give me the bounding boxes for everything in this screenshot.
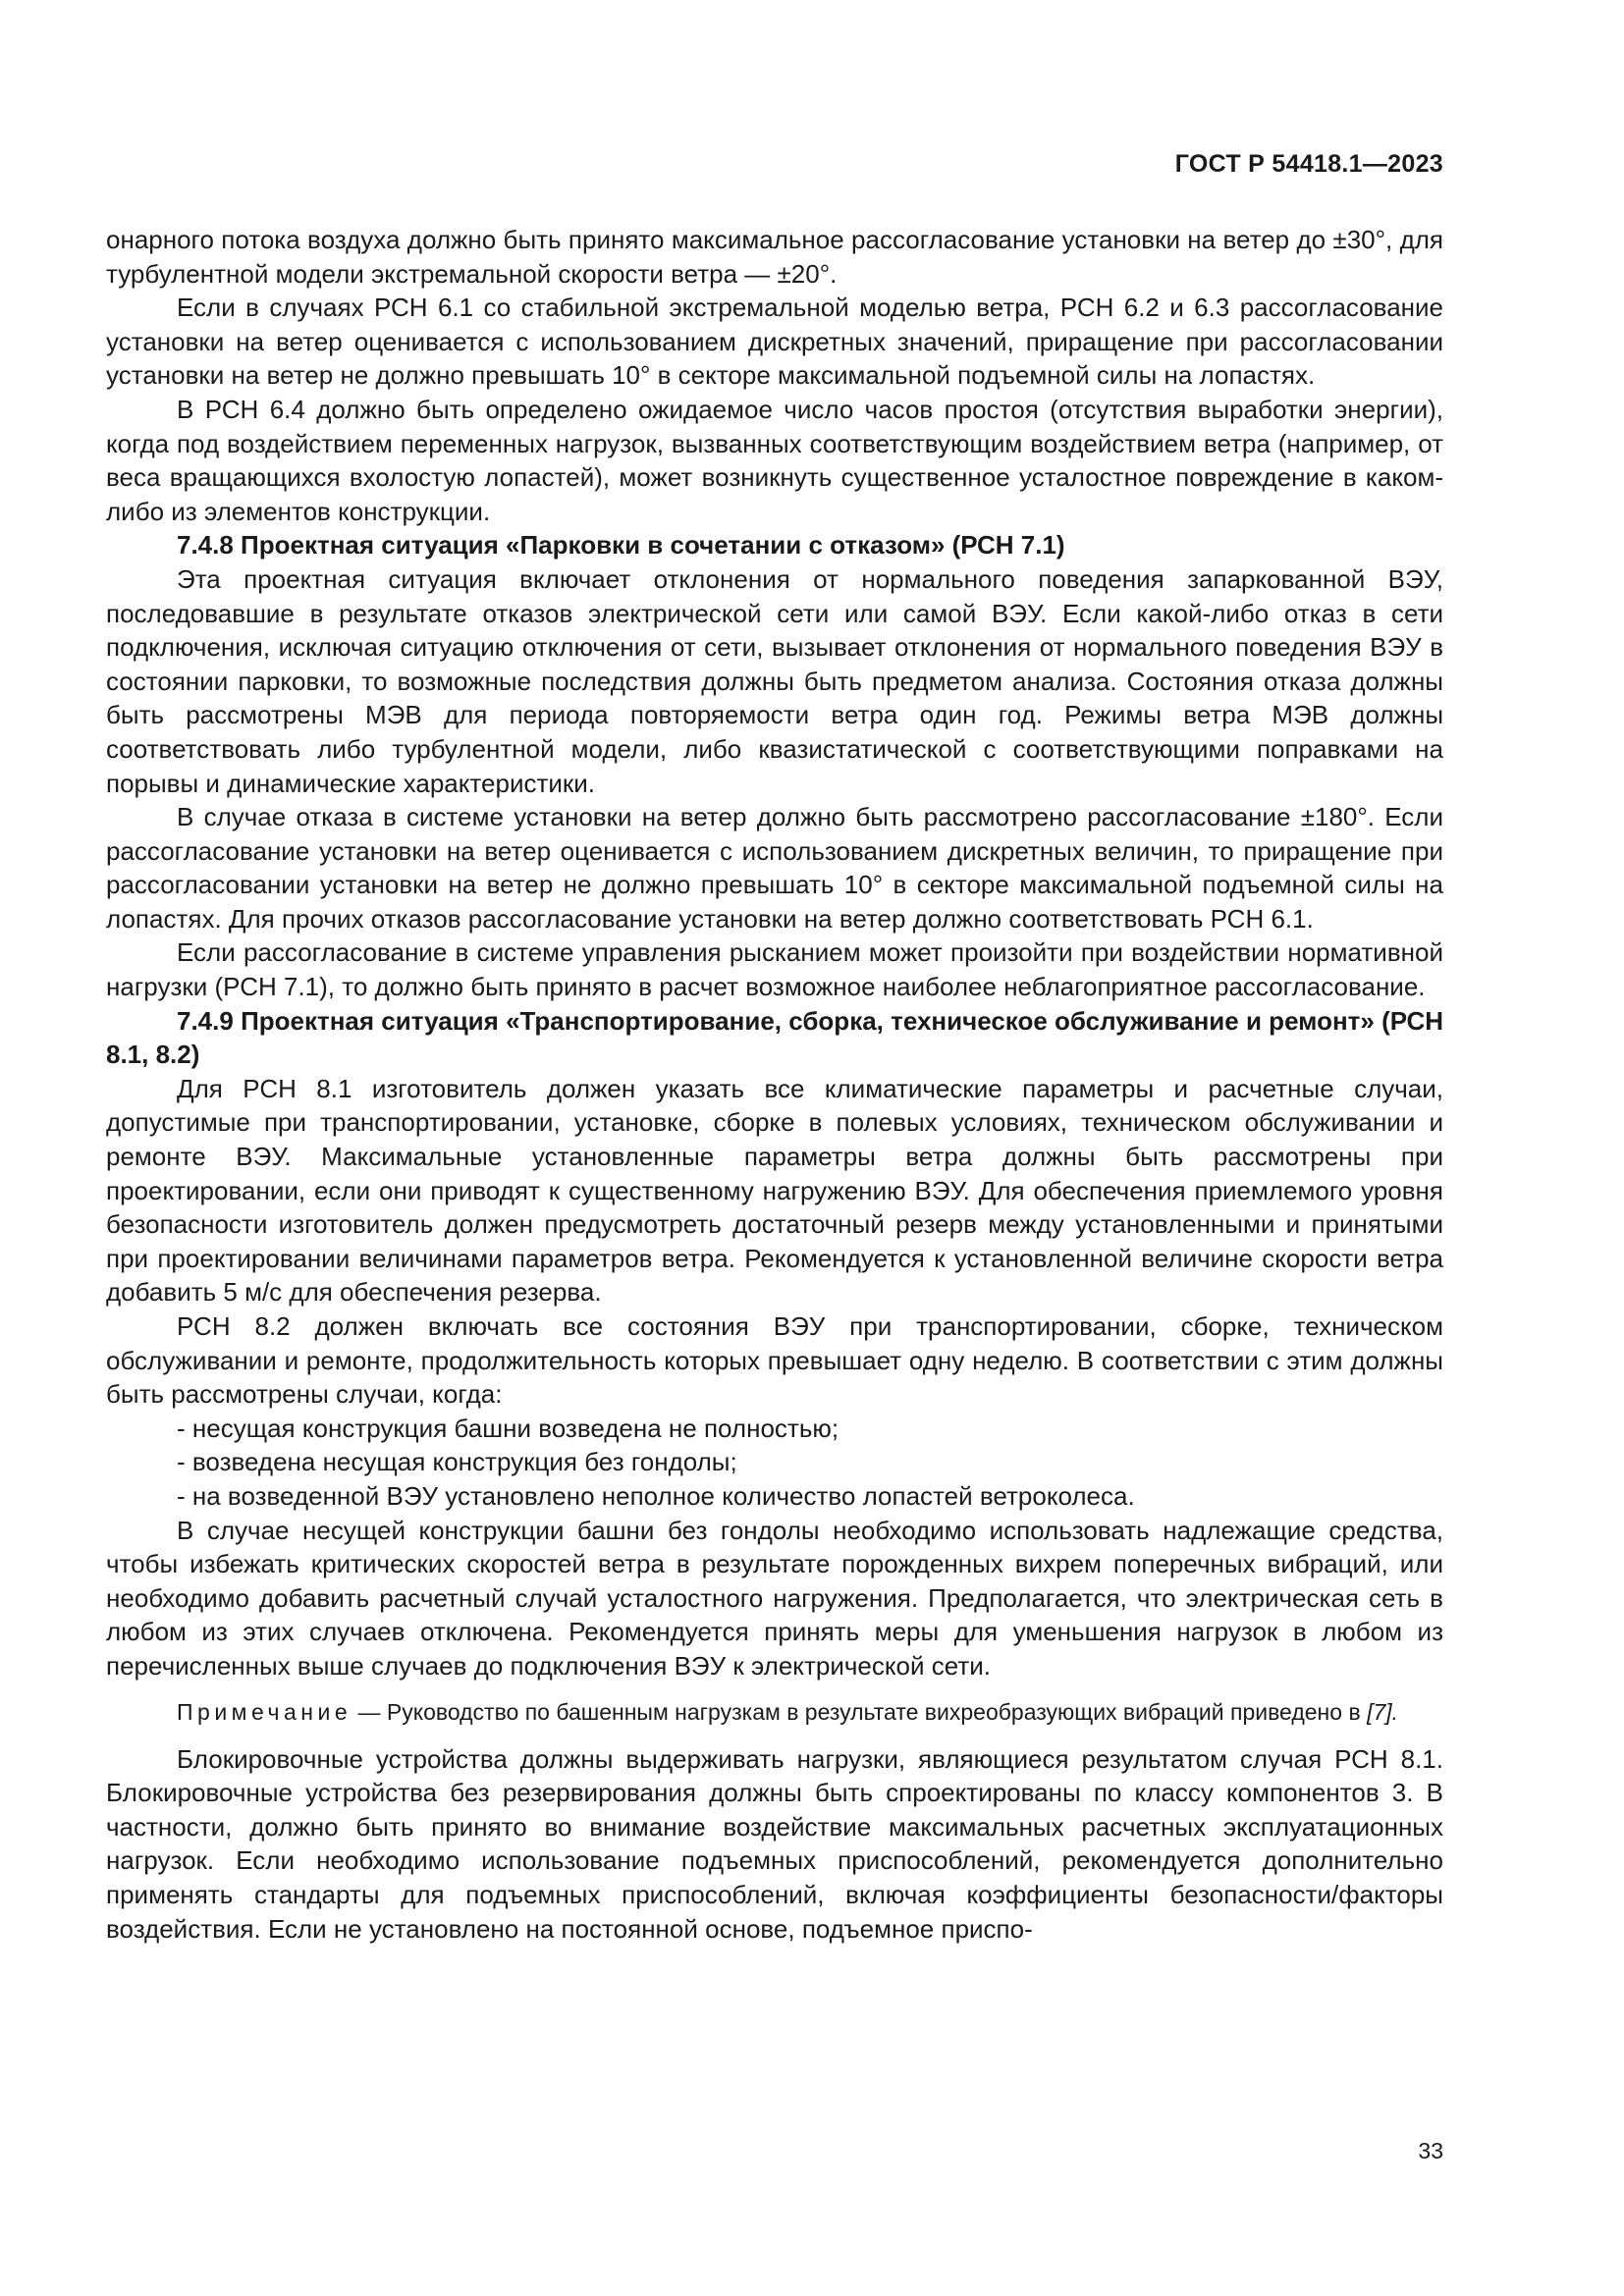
paragraph: В случае несущей конструкции башни без гондолы необходимо использовать надлежащие средства, чтобы избежать критических скоростей ветра в результате порожденных вихрем поперечных вибраций, или необходимо добавить расчетный случай усталостного нагружения. Предполагается, что электрическая сеть в любом из этих случаев отключена. Рекомендуется принять меры для уменьшения нагрузок в любом из перечисленных выше случаев до подключения ВЭУ к электрической сети.	[106, 1515, 1443, 1681]
document-body	[106, 223, 1443, 1946]
paragraph: онарного потока воздуха должно быть принято максимальное рассогласование установки на ветер до ±30°, для турбулентной модели экстремальной скорости ветра — ±20°.	[106, 225, 1443, 289]
paragraph: В случае отказа в системе установки на ветер должно быть рассмотрено рассогласование ±180°. Если рассогласование установки на ветер оценивается с использованием дискретных величин, то приращение при рассогласовании установки на ветер не должно превышать 10° в секторе максимальной подъемной силы на лопастях. Для прочих отказов рассогласование установки на ветер должно соответствовать РСН 6.1.	[106, 802, 1443, 934]
list-item: - возведена несущая конструкция без гондолы;	[177, 1447, 737, 1477]
paragraph: Для РСН 8.1 изготовитель должен указать все климатические параметры и расчетные случаи, допустимые при транспортировании, установке, сборке в полевых условиях, техническом обслуживании и ремонте ВЭУ. Максимальные установленные параметры ветра должны быть рассмотрены при проектировании, если они приводят к существенному нагружению ВЭУ. Для обеспечения приемлемого уровня безопасности изготовитель должен предусмотреть достаточный резерв между установленными и принятыми при проектировании величинами параметров ветра. Рекомендуется к установленной величине скорости ветра добавить 5 м/с для обеспечения резерва.	[106, 1073, 1443, 1308]
note	[106, 1696, 1443, 1729]
bibliography-reference: [7].	[1367, 1698, 1399, 1725]
paragraph: В РСН 6.4 должно быть определено ожидаемое число часов простоя (отсутствия выработки энергии), когда под воздействием переменных нагрузок, вызванных соответствующим воздействием ветра (например, от веса вращающихся вхолостую лопастей), может возникнуть существенное усталостное повреждение в каком-либо из элементов конструкции.	[106, 394, 1443, 526]
paragraph: Блокировочные устройства должны выдерживать нагрузки, являющиеся результатом случая РСН 8.1. Блокировочные устройства без резервирования должны быть спроектированы по классу компонентов 3. В частности, должно быть принято во внимание воздействие максимальных расчетных эксплуатационных нагрузок. Если необходимо использование подъемных приспособлений, рекомендуется дополнительно применять стандарты для подъемных приспособлений, включая коэффициенты безопасности/факторы воздействия. Если не установлено на постоянной основе, подъемное приспо-	[106, 1743, 1443, 1944]
page-number: 33	[1418, 2138, 1443, 2163]
document-header: ГОСТ Р 54418.1—2023	[1174, 150, 1443, 178]
list-item: - на возведенной ВЭУ установлено неполное количество лопастей ветроколеса.	[177, 1480, 1135, 1511]
note-label: Примечание	[177, 1698, 352, 1725]
paragraph: РСН 8.2 должен включать все состояния ВЭУ при транспортировании, сборке, техническом обслуживании и ремонте, продолжительность которых превышает одну неделю. В соответствии с этим должны быть рассмотрены случаи, когда:	[106, 1311, 1443, 1410]
section-heading-7-4-8: 7.4.8 Проектная ситуация «Парковки в сочетании с отказом» (РСН 7.1)	[177, 530, 1065, 561]
paragraph: Если в случаях РСН 6.1 со стабильной экстремальной моделью ветра, РСН 6.2 и 6.3 рассогласование установки на ветер оценивается с использованием дискретных значений, приращение при рассогласовании установки на ветер не должно превышать 10° в секторе максимальной подъемной силы на лопастях.	[106, 293, 1443, 391]
paragraph: Эта проектная ситуация включает отклонения от нормального поведения запаркованной ВЭУ, последовавшие в результате отказов электрической сети или самой ВЭУ. Если какой-либо отказ в сети подключения, исключая ситуацию отключения от сети, вызывает отклонения от нормального поведения ВЭУ в состоянии парковки, то возможные последствия должны быть предметом анализа. Состояния отказа должны быть рассмотрены МЭВ для периода повторяемости ветра один год. Режимы ветра МЭВ должны соответствовать либо турбулентной модели, либо квазистатической с соответствующими поправками на порывы и динамические характеристики.	[106, 563, 1443, 798]
section-heading-7-4-9: 7.4.9 Проектная ситуация «Транспортирование, сборка, техническое обслуживание и ремонт» (РСН 8.1, 8.2)	[106, 1005, 1443, 1070]
note-text: — Руководство по башенным нагрузкам в результате вихреобразующих вибраций приведено в	[352, 1698, 1368, 1725]
paragraph: Если рассогласование в системе управления рысканием может произойти при воздействии нормативной нагрузки (РСН 7.1), то должно быть принято в расчет возможное наиболее неблагоприятное рассогласование.	[106, 937, 1443, 1002]
list-item: - несущая конструкция башни возведена не полностью;	[177, 1413, 839, 1443]
